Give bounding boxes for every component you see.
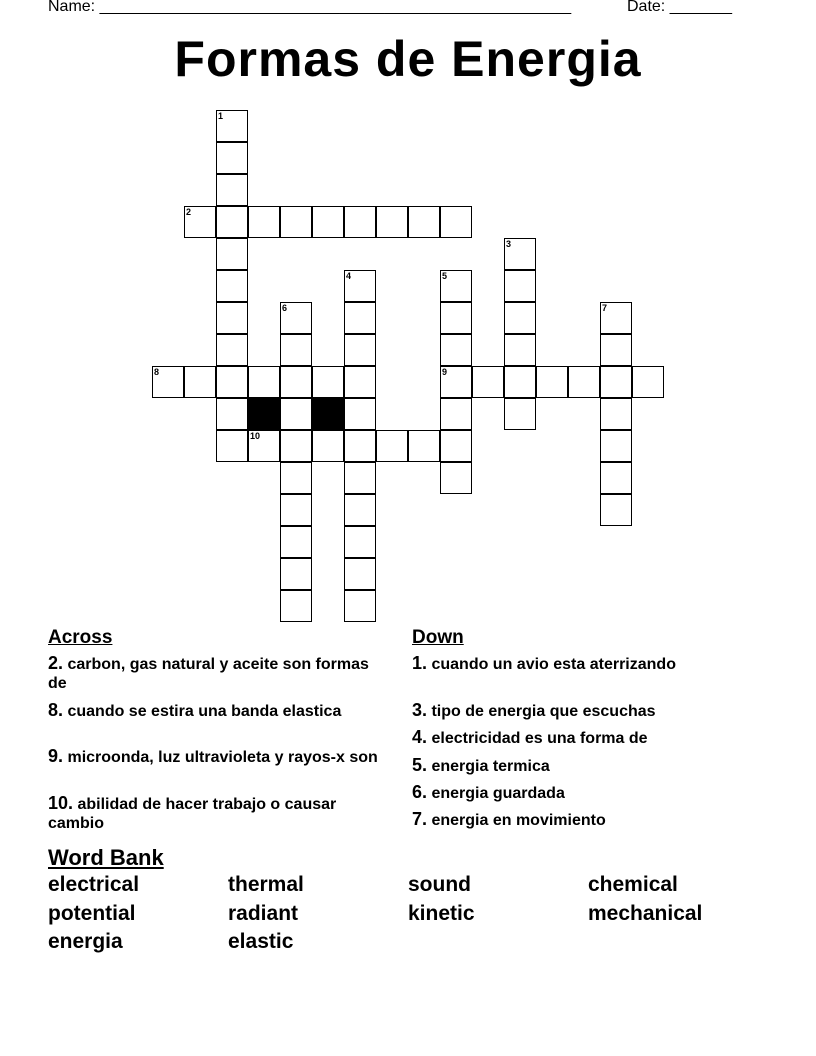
crossword-cell[interactable]: [344, 494, 376, 526]
crossword-cell[interactable]: [472, 366, 504, 398]
cell-number: 8: [154, 367, 160, 377]
crossword-cell[interactable]: [216, 238, 248, 270]
across-clue-8: [48, 701, 378, 721]
clue-text: cuando un avio esta aterrizando: [431, 656, 676, 673]
clue-number: 1.: [412, 653, 428, 673]
crossword-cell[interactable]: [344, 302, 376, 334]
clue-number: 8.: [48, 700, 64, 720]
crossword-cell[interactable]: [408, 206, 440, 238]
crossword-cell[interactable]: [280, 206, 312, 238]
across-clue-9: [48, 747, 378, 767]
crossword-cell[interactable]: [344, 462, 376, 494]
word-bank-item: kinetic: [408, 902, 475, 925]
cell-number: 4: [346, 271, 352, 281]
page-title: Formas de Energia: [174, 31, 642, 87]
crossword-cell[interactable]: [600, 462, 632, 494]
down-clue-6: [412, 783, 742, 803]
crossword-black-cell: [312, 398, 344, 430]
crossword-cell[interactable]: [312, 206, 344, 238]
crossword-cell[interactable]: [536, 366, 568, 398]
crossword-cell[interactable]: [280, 366, 312, 398]
crossword-cell[interactable]: [504, 270, 536, 302]
crossword-cell[interactable]: [408, 430, 440, 462]
across-clue-2: [48, 654, 378, 693]
clue-number: 7.: [412, 809, 428, 829]
crossword-cell[interactable]: [280, 526, 312, 558]
crossword-cell[interactable]: [504, 398, 536, 430]
down-heading: Down: [412, 627, 464, 648]
crossword-cell[interactable]: [280, 558, 312, 590]
crossword-cell[interactable]: [440, 334, 472, 366]
crossword-cell[interactable]: [504, 302, 536, 334]
cell-number: 9: [442, 367, 448, 377]
crossword-cell[interactable]: [248, 206, 280, 238]
cell-number: 1: [218, 111, 224, 121]
crossword-cell[interactable]: [600, 494, 632, 526]
crossword-cell[interactable]: [184, 366, 216, 398]
word-bank-item: radiant: [228, 902, 299, 925]
crossword-cell[interactable]: [280, 494, 312, 526]
word-bank-heading: Word Bank: [48, 845, 164, 870]
crossword-cell[interactable]: [504, 366, 536, 398]
crossword-cell[interactable]: [440, 206, 472, 238]
clue-number: 4.: [412, 727, 428, 747]
crossword-cell[interactable]: [216, 334, 248, 366]
clue-number: 9.: [48, 746, 64, 766]
crossword-cell[interactable]: [376, 430, 408, 462]
word-bank-item: chemical: [588, 873, 678, 896]
crossword-cell[interactable]: [344, 430, 376, 462]
cell-number: 6: [282, 303, 288, 313]
clue-text: electricidad es una forma de: [431, 730, 648, 747]
crossword-cell[interactable]: [216, 142, 248, 174]
clue-number: 10.: [48, 793, 74, 813]
crossword-cell[interactable]: [280, 398, 312, 430]
crossword-cell[interactable]: [280, 590, 312, 622]
crossword-cell[interactable]: [440, 462, 472, 494]
crossword-cell[interactable]: [344, 558, 376, 590]
down-clue-7: [412, 810, 742, 830]
crossword-cell[interactable]: [216, 206, 248, 238]
crossword-cell[interactable]: [600, 398, 632, 430]
word-bank-item: energia: [48, 930, 123, 953]
clue-number: 5.: [412, 755, 428, 775]
clue-number: 6.: [412, 782, 428, 802]
crossword-cell[interactable]: [216, 302, 248, 334]
clue-number: 3.: [412, 700, 428, 720]
crossword-cell[interactable]: [344, 366, 376, 398]
crossword-cell[interactable]: [568, 366, 600, 398]
word-bank-item: thermal: [228, 873, 304, 896]
clue-text: energia termica: [431, 758, 550, 775]
crossword-cell[interactable]: [376, 206, 408, 238]
clue-text: energia guardada: [431, 785, 565, 802]
crossword-cell[interactable]: [344, 334, 376, 366]
crossword-cell[interactable]: [632, 366, 664, 398]
word-bank-item: mechanical: [588, 902, 703, 925]
cell-number: 5: [442, 271, 448, 281]
crossword-cell[interactable]: [312, 430, 344, 462]
clue-text: energia en movimiento: [431, 812, 606, 829]
crossword-cell[interactable]: [344, 206, 376, 238]
across-clue-10: [48, 794, 378, 833]
crossword-cell[interactable]: [600, 366, 632, 398]
cell-number: 10: [250, 431, 261, 441]
clue-text: carbon, gas natural y aceite son formas de: [48, 656, 369, 692]
crossword-cell[interactable]: [280, 334, 312, 366]
word-bank-item: sound: [408, 873, 471, 896]
down-clue-4: [412, 728, 742, 748]
down-clue-3: [412, 701, 742, 721]
word-bank-item: electrical: [48, 873, 140, 896]
crossword-cell[interactable]: [280, 462, 312, 494]
crossword-cell[interactable]: [600, 430, 632, 462]
down-clue-1: [412, 654, 742, 674]
clue-text: microonda, luz ultravioleta y rayos-x son: [67, 749, 378, 766]
cell-number: 3: [506, 239, 512, 249]
crossword-cell[interactable]: [216, 398, 248, 430]
crossword-cell[interactable]: [344, 526, 376, 558]
crossword-cell[interactable]: [280, 430, 312, 462]
clue-text: cuando se estira una banda elastica: [67, 703, 342, 720]
crossword-cell[interactable]: [600, 334, 632, 366]
cell-number: 7: [602, 303, 608, 313]
crossword-black-cell: [248, 398, 280, 430]
cell-number: 2: [186, 207, 192, 217]
word-bank-item: elastic: [228, 930, 294, 953]
clue-text: abilidad de hacer trabajo o causar cambio: [48, 796, 337, 832]
crossword-cell[interactable]: [216, 430, 248, 462]
crossword-cell[interactable]: [344, 398, 376, 430]
down-clue-5: [412, 756, 742, 776]
across-heading: Across: [48, 627, 113, 648]
date-line[interactable]: Date: _______: [627, 0, 732, 15]
crossword-cell[interactable]: [440, 398, 472, 430]
crossword-cell[interactable]: [216, 174, 248, 206]
crossword-cell[interactable]: [216, 366, 248, 398]
crossword-cell[interactable]: [344, 590, 376, 622]
crossword-cell[interactable]: [216, 270, 248, 302]
crossword-cell[interactable]: [440, 302, 472, 334]
clue-text: tipo de energia que escuchas: [431, 703, 656, 720]
clue-number: 2.: [48, 653, 64, 673]
crossword-cell[interactable]: [248, 366, 280, 398]
crossword-cell[interactable]: [440, 430, 472, 462]
name-line[interactable]: Name: _____________________________________________________: [48, 0, 572, 15]
crossword-cell[interactable]: [312, 366, 344, 398]
word-bank-item: potential: [48, 902, 136, 925]
crossword-cell[interactable]: [504, 334, 536, 366]
